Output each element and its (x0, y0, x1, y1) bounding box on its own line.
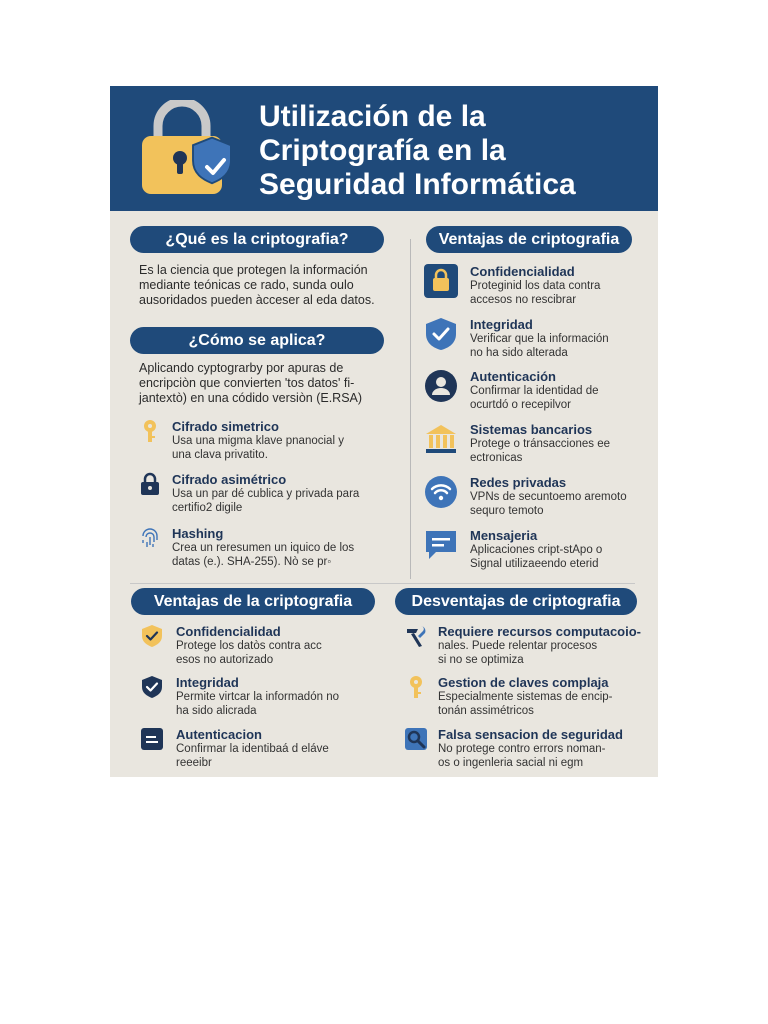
item-title: Confidencialidad (470, 264, 575, 279)
item-description (438, 640, 597, 667)
how-heading: ¿Cómo se aplica? (130, 327, 384, 354)
text-line: Proteginid los data contra (470, 280, 601, 292)
text-line: Confirmar la identibaá d eláve (176, 743, 329, 755)
page-title (259, 100, 576, 202)
title-line: Seguridad Informática (259, 168, 576, 201)
item-description (438, 743, 605, 770)
title-line: Criptografía en la (259, 134, 506, 167)
item-title: Integridad (176, 675, 239, 690)
section-divider (130, 583, 635, 584)
item-title: Autenticación (470, 369, 556, 384)
text-line: ha sido alicrada (176, 704, 257, 717)
item-description (470, 491, 627, 518)
item-title: Cifrado asimétrico (172, 472, 287, 487)
item-title: Autenticacion (176, 727, 262, 742)
column-divider (410, 239, 411, 579)
item-title: Gestion de claves complaja (438, 675, 609, 690)
text-line: certifio2 digile (172, 501, 243, 514)
item-description (470, 333, 609, 360)
item-description (438, 691, 613, 718)
shield-check-icon (140, 675, 164, 699)
text-line: ocurtdó o recepilvor (470, 398, 571, 411)
how-description (139, 361, 399, 406)
text-line: Protege o tránsacciones ee (470, 438, 611, 450)
text-line: VPNs de secuntoemo aremoto (470, 491, 627, 503)
text-line: Permite virtcar la informadón no (176, 691, 339, 703)
chat-icon (424, 528, 458, 562)
key-icon (138, 419, 162, 443)
item-title: Mensajeria (470, 528, 538, 543)
item-description (172, 488, 359, 515)
text-line: Usa una migma klave pnanocial y (172, 435, 344, 447)
item-description (470, 438, 610, 465)
padlock-icon (424, 264, 458, 298)
item-title: Cifrado simetrico (172, 419, 279, 434)
text-line: Verificar que la información (470, 333, 609, 345)
text-line: una clava privatito. (172, 448, 268, 461)
text-line: Usa un par dé cublica y privada para (172, 488, 360, 500)
item-description (176, 640, 322, 667)
lock-shield-icon (140, 100, 230, 196)
item-title: Redes privadas (470, 475, 567, 490)
text-line: encripciòn que convierten 'tos datos' fi- (139, 376, 355, 390)
text-line: Crea un reresumen un iquico de los (172, 542, 355, 554)
text-line: reeeibr (176, 756, 212, 769)
item-description (470, 280, 600, 307)
infographic-poster (110, 86, 658, 777)
text-line: nales. Puede relentar procesos (438, 640, 598, 652)
item-description (172, 542, 354, 569)
text-line: Confirmar la identidad de (470, 385, 599, 397)
magnifier-icon (404, 727, 428, 751)
item-description (176, 691, 339, 718)
what-description (139, 263, 399, 308)
advantages-heading: Ventajas de la criptografia (131, 588, 375, 615)
text-line: accesos no rescibrar (470, 293, 577, 306)
text-line: esos no autorizado (176, 653, 274, 666)
tools-icon (404, 624, 428, 648)
what-heading: ¿Qué es la criptografia? (130, 226, 384, 253)
item-title: Falsa sensacion de seguridad (438, 727, 623, 742)
text-line: tonán assimétricos (438, 704, 534, 717)
text-line: Aplicando cyptograrby por apuras de (139, 361, 344, 375)
fingerprint-icon (138, 526, 162, 550)
wifi-icon (424, 475, 458, 509)
item-title: Integridad (470, 317, 533, 332)
text-line: Signal utilizaeendo eterid (470, 557, 599, 570)
shield-check-icon (424, 317, 458, 351)
text-line: sequro temoto (470, 504, 544, 517)
key-icon (404, 675, 428, 699)
text-line: si no se optimiza (438, 653, 524, 666)
text-line: Es la ciencia que protegen la información (139, 263, 368, 277)
bank-icon (424, 422, 458, 456)
header-banner (110, 86, 658, 211)
item-description (176, 743, 329, 770)
text-line: Especialmente sistemas de encip- (438, 691, 613, 703)
item-title: Hashing (172, 526, 224, 541)
uses-heading: Ventajas de criptografia (426, 226, 632, 253)
text-line: Protege los datòs contra acc (176, 640, 322, 652)
item-description (470, 385, 599, 412)
text-line: mediante teónicas ce rado, sunda oulo (139, 278, 354, 292)
text-line: ectronicas (470, 451, 523, 464)
text-line: jantextò) en una códido versiòn (E.RSA) (139, 391, 363, 405)
item-title: Sistemas bancarios (470, 422, 593, 437)
padlock-icon (138, 472, 162, 496)
id-card-icon (140, 727, 164, 751)
text-line: Aplicaciones cript-stApo o (470, 544, 603, 556)
item-description (172, 435, 344, 462)
text-line: datas (e.). SHA-255). Nò se pr◦ (172, 555, 332, 568)
item-title: Requiere recursos computacoio- (438, 624, 641, 639)
text-line: os o ingenleria sacial ni egm (438, 756, 584, 769)
item-description (470, 544, 602, 571)
shield-check-icon (140, 624, 164, 648)
item-title: Confidencialidad (176, 624, 281, 639)
disadvantages-heading: Desventajas de criptografia (395, 588, 637, 615)
text-line: ausoridados pueden àcceser al eda datos. (139, 293, 375, 307)
title-line: Utilización de la (259, 100, 486, 133)
text-line: no ha sido alterada (470, 346, 568, 359)
user-icon (424, 369, 458, 403)
text-line: No protege contro errors noman- (438, 743, 606, 755)
